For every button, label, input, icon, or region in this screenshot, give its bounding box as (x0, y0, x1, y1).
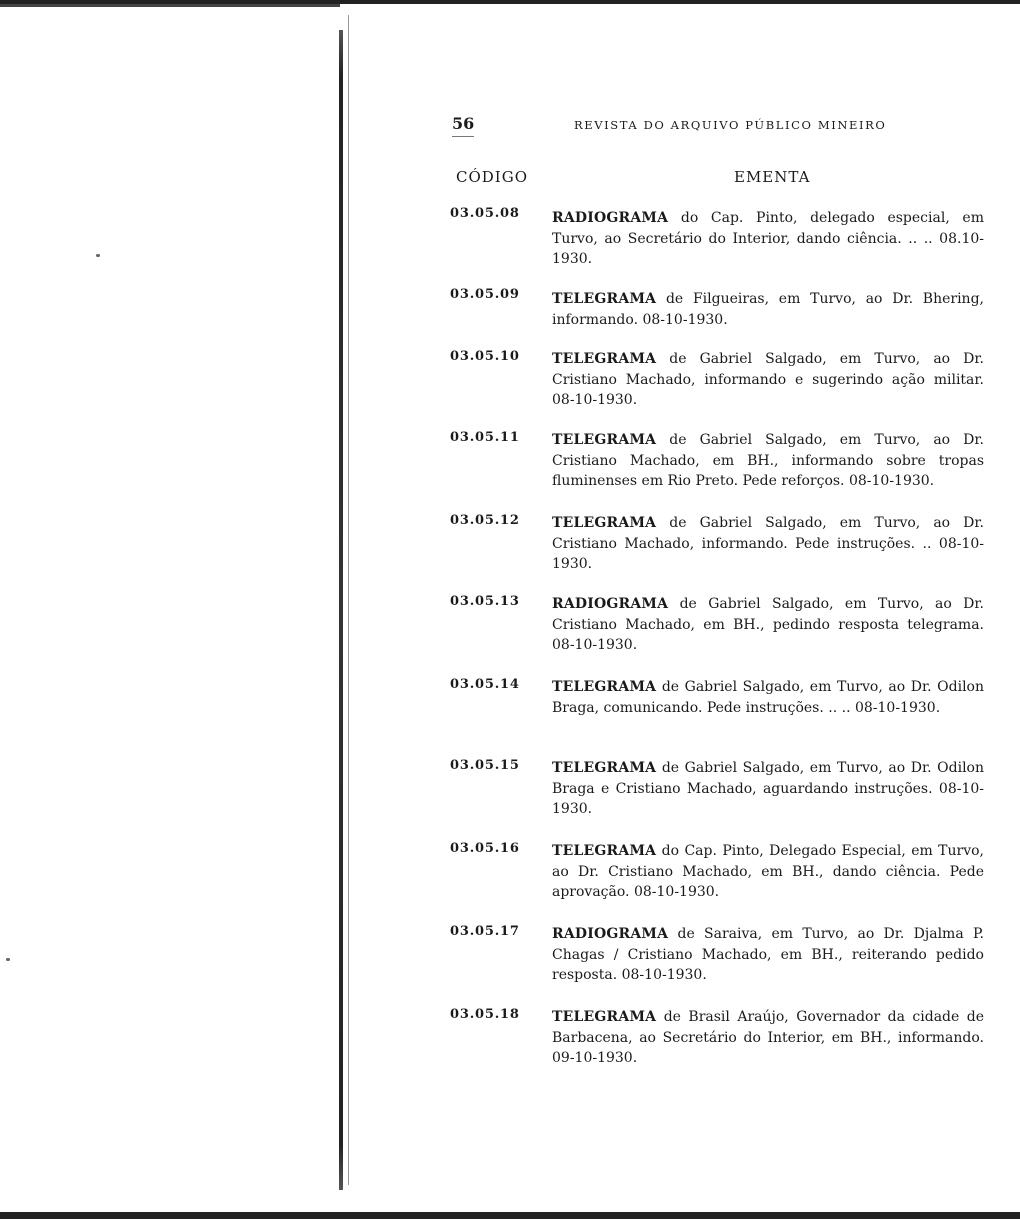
entry-summary: de Gabriel Salgado, em Turvo, ao Dr. Cristiano Machado, em BH., informando sobre tropas fluminenses em Rio Preto. Pede reforços. 08-10-1930. (552, 432, 984, 489)
entry-summary: de Gabriel Salgado, em Turvo, ao Dr. Odilon Braga, comunicando. Pede instruções. .. .. 08-10-1930. (552, 679, 984, 716)
book-gutter (339, 30, 343, 1190)
scan-speck (96, 254, 100, 257)
entry-description (552, 841, 984, 903)
running-head (452, 114, 982, 138)
page-number-underline (452, 136, 474, 137)
entry-description (552, 594, 984, 656)
entry-code: 03.05.13 (450, 594, 520, 609)
entry-document-type: TELEGRAMA (552, 515, 657, 531)
entry-code: 03.05.16 (450, 841, 520, 856)
entry-description (552, 430, 984, 492)
entry-summary: de Gabriel Salgado, em Turvo, ao Dr. Cristiano Machado, informando e sugerindo ação militar. 08-10-1930. (552, 351, 984, 408)
entry-code: 03.05.11 (450, 430, 520, 445)
entry-code: 03.05.17 (450, 924, 520, 939)
entry-code: 03.05.08 (450, 206, 520, 221)
bottom-edge-rule (0, 1212, 1020, 1219)
entry-description (552, 208, 984, 270)
entry-description (552, 677, 984, 718)
entry-summary: de Saraiva, em Turvo, ao Dr. Djalma P. Chagas / Cristiano Machado, em BH., reiterando pedido resposta. 08-10-1930. (552, 926, 984, 983)
entry-document-type: TELEGRAMA (552, 843, 657, 859)
entry-document-type: RADIOGRAMA (552, 926, 669, 942)
scan-speck (6, 958, 10, 961)
entry-code: 03.05.15 (450, 758, 520, 773)
entry-document-type: TELEGRAMA (552, 679, 657, 695)
page-number: 56 (452, 114, 475, 133)
entry-code: 03.05.09 (450, 287, 520, 302)
entry-summary: de Gabriel Salgado, em Turvo, ao Dr. Cristiano Machado, informando. Pede instruções. .. 08-10-1930. (552, 515, 984, 572)
entry-description (552, 289, 984, 330)
entry-document-type: TELEGRAMA (552, 1009, 657, 1025)
entry-code: 03.05.12 (450, 513, 520, 528)
entry-document-type: TELEGRAMA (552, 291, 657, 307)
entry-document-type: RADIOGRAMA (552, 596, 669, 612)
entry-summary: de Brasil Araújo, Governador da cidade de Barbacena, ao Secretário do Interior, em BH., informando. 09-10-1930. (552, 1009, 984, 1066)
entry-document-type: TELEGRAMA (552, 432, 657, 448)
entry-document-type: TELEGRAMA (552, 351, 657, 367)
book-gutter-edge (348, 15, 349, 1185)
entry-description (552, 513, 984, 575)
column-header-ementa: EMENTA (734, 168, 811, 186)
entry-document-type: TELEGRAMA (552, 760, 657, 776)
entry-code: 03.05.10 (450, 349, 520, 364)
entry-summary: de Gabriel Salgado, em Turvo, ao Dr. Odilon Braga e Cristiano Machado, aguardando instruções. 08-10-1930. (552, 760, 984, 817)
entry-description (552, 349, 984, 411)
entry-document-type: RADIOGRAMA (552, 210, 669, 226)
entry-summary: do Cap. Pinto, delegado especial, em Turvo, ao Secretário do Interior, dando ciência. .. .. 08.10-1930. (552, 210, 984, 267)
entry-summary: de Gabriel Salgado, em Turvo, ao Dr. Cristiano Machado, em BH., pedindo resposta telegrama. 08-10-1930. (552, 596, 985, 653)
entry-code: 03.05.14 (450, 677, 520, 692)
entry-summary: de Filgueiras, em Turvo, ao Dr. Bhering, informando. 08-10-1930. (552, 291, 984, 328)
top-edge-rule-shadow (0, 4, 340, 7)
entry-summary: do Cap. Pinto, Delegado Especial, em Turvo, ao Dr. Cristiano Machado, em BH., dando ciência. Pede aprovação. 08-10-1930. (552, 843, 985, 900)
column-header-code: CÓDIGO (456, 168, 529, 186)
entry-description (552, 924, 984, 986)
entry-code: 03.05.18 (450, 1007, 520, 1022)
entry-description (552, 1007, 984, 1069)
entry-description (552, 758, 984, 820)
journal-title: REVISTA DO ARQUIVO PÚBLICO MINEIRO (574, 118, 887, 132)
